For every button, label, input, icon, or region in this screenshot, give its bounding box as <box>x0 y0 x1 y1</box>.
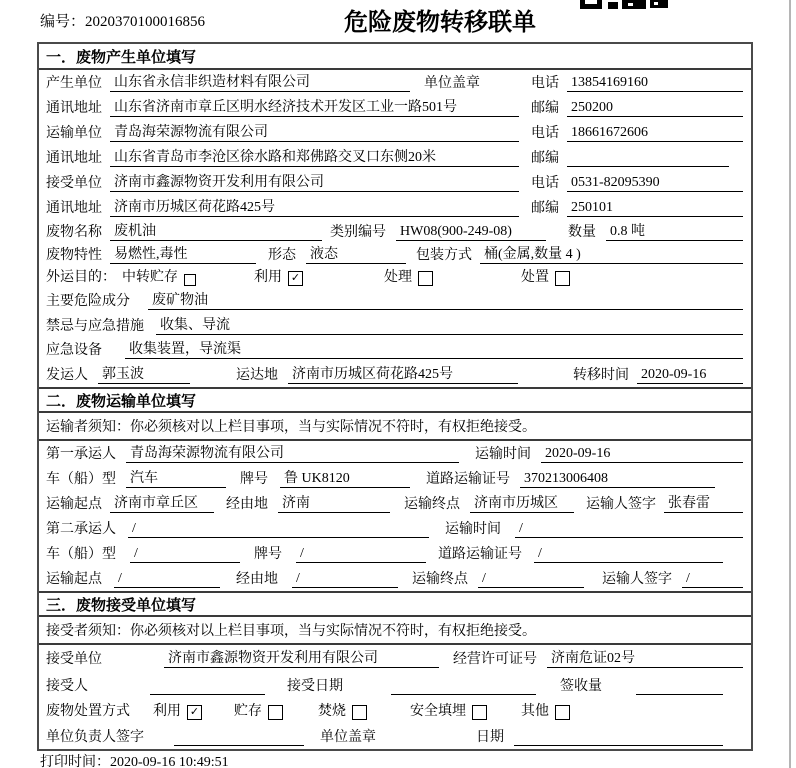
plate-label: 牌号 <box>240 472 268 487</box>
waste-character-row <box>39 244 751 267</box>
print-time-line <box>40 751 229 768</box>
section1-header: 一．废物产生单位填写 <box>39 44 751 70</box>
print-time-value: 2020-09-16 10:49:51 <box>110 755 229 768</box>
checkbox <box>555 271 570 286</box>
date-field <box>514 729 723 746</box>
serial-number: 2020370100016856 <box>85 14 206 30</box>
waste-name-label: 废物名称 <box>46 225 102 240</box>
taboo-field: 收集、导流 <box>156 314 743 335</box>
carrier2-label: 第二承运人 <box>46 522 116 537</box>
time2-field: / <box>515 521 743 538</box>
carrier1-label: 第一承运人 <box>46 447 116 462</box>
checkbox <box>352 705 367 720</box>
sign-qty-field <box>636 678 723 695</box>
time-label: 运输时间 <box>475 447 531 462</box>
qr-code-fragment-icon <box>580 0 672 10</box>
receiver-phone-field: 0531-82095390 <box>567 175 743 192</box>
checkbox: ✓ <box>187 705 202 720</box>
shipper-label: 发运人 <box>46 368 88 383</box>
receiver-address-field: 济南市历城区荷花路425号 <box>110 196 519 217</box>
plate2-field: / <box>296 546 426 563</box>
sign-label: 运输人签字 <box>586 497 656 512</box>
receiver-notice: 接受者须知：你必须核对以上栏目事项，当与实际情况不符时，有权拒绝接受。 <box>39 617 751 645</box>
vehicle1-field: 汽车 <box>126 467 226 488</box>
transporter-field: 青岛海荣源物流有限公司 <box>110 121 519 142</box>
disposal-row <box>39 698 751 723</box>
address-label: 通讯地址 <box>46 101 102 116</box>
plate1-field: 鲁 UK8120 <box>280 467 410 488</box>
waste-name-field: 废机油 <box>110 220 322 241</box>
option-label: 安全填埋 <box>410 704 466 719</box>
transporter-address-field: 山东省青岛市李沧区徐水路和郑佛路交叉口东侧20米 <box>110 146 519 167</box>
checkbox: ✓ <box>288 271 303 286</box>
acceptor-field <box>150 678 265 695</box>
purpose-option <box>384 266 433 286</box>
purpose-option <box>122 266 196 286</box>
acceptor-label: 接受人 <box>46 679 88 694</box>
vehicle2-field: / <box>130 546 240 563</box>
responsible-label: 单位负责人签字 <box>46 730 144 745</box>
option-label: 利用 <box>254 270 282 285</box>
phone-col <box>531 72 743 92</box>
disposal-label: 废物处置方式 <box>46 704 130 719</box>
date-label: 日期 <box>476 730 504 745</box>
zip-col <box>531 147 743 167</box>
producer-phone-field: 13854169160 <box>567 75 743 92</box>
shipper-row <box>39 362 751 387</box>
vehicle1-row <box>39 466 751 491</box>
address-label: 通讯地址 <box>46 201 102 216</box>
unit-seal-label: 单位盖章 <box>320 730 376 745</box>
via-label: 经由地 <box>236 572 278 587</box>
receiver-label: 接受单位 <box>46 176 102 191</box>
phone-label: 电话 <box>531 126 559 141</box>
option-label: 利用 <box>153 704 181 719</box>
carrier1-field: 青岛海荣源物流有限公司 <box>126 442 459 463</box>
license1-field: 370213006408 <box>520 471 715 488</box>
print-time-label: 打印时间： <box>40 755 110 768</box>
origin2-field: / <box>114 571 220 588</box>
option-label: 其他 <box>521 704 549 719</box>
disposal-option <box>234 700 283 720</box>
taboo-label: 禁忌与应急措施 <box>46 319 144 334</box>
packing-label: 包装方式 <box>416 248 472 263</box>
end1-field: 济南市历城区 <box>470 492 574 513</box>
purpose-label: 外运目的： <box>46 270 116 285</box>
producer-row <box>39 70 751 95</box>
category-field: HW08(900-249-08) <box>396 224 546 241</box>
vehicle-label: 车（船）型 <box>46 547 116 562</box>
permit-label: 经营许可证号 <box>453 652 538 667</box>
serial-label: 编号： <box>40 14 86 30</box>
route1-row <box>39 491 751 516</box>
form-label: 形态 <box>268 248 296 263</box>
transfer-time-label: 转移时间 <box>573 368 629 383</box>
license2-field: / <box>534 546 723 563</box>
transporter-notice: 运输者须知：你必须核对以上栏目事项，当与实际情况不符时，有权拒绝接受。 <box>39 413 751 441</box>
manifest-form <box>37 42 753 751</box>
shipper-field: 郭玉波 <box>98 363 190 384</box>
carrier2-field: / <box>128 521 429 538</box>
phone-label: 电话 <box>531 76 559 91</box>
option-label: 处置 <box>521 270 549 285</box>
form-field: 液态 <box>306 243 406 264</box>
sign-label: 运输人签字 <box>602 572 672 587</box>
purpose-option <box>521 266 570 286</box>
accept-unit-field: 济南市鑫源物资开发利用有限公司 <box>164 647 439 668</box>
receiver-field: 济南市鑫源物资开发利用有限公司 <box>110 171 519 192</box>
accept-unit-row <box>39 645 751 671</box>
phone-label: 电话 <box>531 176 559 191</box>
end-label: 运输终点 <box>412 572 468 587</box>
producer-address-row <box>39 95 751 120</box>
checkbox <box>555 705 570 720</box>
option-label: 处理 <box>384 270 412 285</box>
producer-field: 山东省永信非织造材料有限公司 <box>110 71 410 92</box>
page-title: 危险废物转移联单 <box>344 9 536 36</box>
time-label: 运输时间 <box>445 522 501 537</box>
disposal-option <box>521 700 570 720</box>
character-field: 易燃性,毒性 <box>110 243 256 264</box>
page-edge-divider <box>789 0 791 768</box>
route2-row <box>39 566 751 591</box>
option-label: 焚烧 <box>318 704 346 719</box>
seal-label: 单位盖章 <box>424 76 480 91</box>
transporter-row <box>39 120 751 145</box>
via-label: 经由地 <box>226 497 268 512</box>
responsible-field <box>174 729 304 746</box>
receiver-row <box>39 170 751 195</box>
equipment-label: 应急设备 <box>46 343 102 358</box>
checkbox <box>418 271 433 286</box>
purpose-row <box>39 267 751 289</box>
destination-field: 济南市历城区荷花路425号 <box>288 363 518 384</box>
transporter-phone-field: 18661672606 <box>567 125 743 142</box>
origin-label: 运输起点 <box>46 497 102 512</box>
character-label: 废物特性 <box>46 248 102 263</box>
license-label: 道路运输证号 <box>438 547 522 562</box>
time1-field: 2020-09-16 <box>541 446 743 463</box>
checkbox <box>184 274 196 286</box>
sign2-field: / <box>682 571 743 588</box>
accept-date-label: 接受日期 <box>287 679 343 694</box>
disposal-option <box>153 700 202 720</box>
waste-name-row <box>39 220 751 244</box>
option-label: 贮存 <box>234 704 262 719</box>
transfer-time-field: 2020-09-16 <box>637 367 743 384</box>
end-label: 运输终点 <box>404 497 460 512</box>
end2-field: / <box>478 571 584 588</box>
transporter-zip-field <box>567 150 729 167</box>
destination-label: 运达地 <box>236 368 278 383</box>
checkbox <box>268 705 283 720</box>
hazard-field: 废矿物油 <box>148 289 743 310</box>
taboo-row <box>39 313 751 338</box>
plate-label: 牌号 <box>254 547 282 562</box>
packing-field: 桶(金属,数量 4 ) <box>480 243 743 264</box>
via1-field: 济南 <box>278 492 390 513</box>
disposal-option <box>410 700 487 720</box>
hazard-row <box>39 289 751 313</box>
checkbox <box>472 705 487 720</box>
vehicle-label: 车（船）型 <box>46 472 116 487</box>
zip-label: 邮编 <box>531 151 559 166</box>
carrier2-row <box>39 516 751 541</box>
receiver-zip-field: 250101 <box>567 200 743 217</box>
quantity-label: 数量 <box>568 225 596 240</box>
zip-col <box>531 97 743 117</box>
producer-label: 产生单位 <box>46 76 102 91</box>
zip-label: 邮编 <box>531 101 559 116</box>
transporter-label: 运输单位 <box>46 126 102 141</box>
hazard-label: 主要危险成分 <box>46 294 130 309</box>
section3-header: 三．废物接受单位填写 <box>39 591 751 617</box>
phone-col <box>531 122 743 142</box>
option-label: 中转贮存 <box>122 270 178 285</box>
carrier1-row <box>39 441 751 466</box>
receiver-address-row <box>39 195 751 220</box>
time-col <box>475 443 743 463</box>
license-label: 道路运输证号 <box>426 472 510 487</box>
vehicle2-row <box>39 541 751 566</box>
permit-field: 济南危证02号 <box>547 647 743 668</box>
equipment-field: 收集装置，导流渠 <box>125 338 743 359</box>
phone-col <box>531 172 743 192</box>
accept-date-field <box>391 678 536 695</box>
zip-label: 邮编 <box>531 201 559 216</box>
category-label: 类别编号 <box>330 225 386 240</box>
accept-unit-label: 接受单位 <box>46 652 102 667</box>
origin1-field: 济南市章丘区 <box>110 492 214 513</box>
time-col <box>445 518 743 538</box>
quantity-field: 0.8 吨 <box>606 220 743 241</box>
zip-col <box>531 197 743 217</box>
section2-header: 二．废物运输单位填写 <box>39 387 751 413</box>
sign-qty-label: 签收量 <box>560 679 602 694</box>
via2-field: / <box>292 571 398 588</box>
responsible-sign-row <box>39 723 751 749</box>
origin-label: 运输起点 <box>46 572 102 587</box>
address-label: 通讯地址 <box>46 151 102 166</box>
acceptor-row <box>39 671 751 698</box>
producer-address-field: 山东省济南市章丘区明水经济技术开发区工业一路501号 <box>110 96 519 117</box>
sign1-field: 张春雷 <box>664 492 743 513</box>
producer-zip-field: 250200 <box>567 100 743 117</box>
transporter-address-row <box>39 145 751 170</box>
equipment-row <box>39 338 751 362</box>
purpose-option <box>254 266 303 286</box>
disposal-option <box>318 700 367 720</box>
